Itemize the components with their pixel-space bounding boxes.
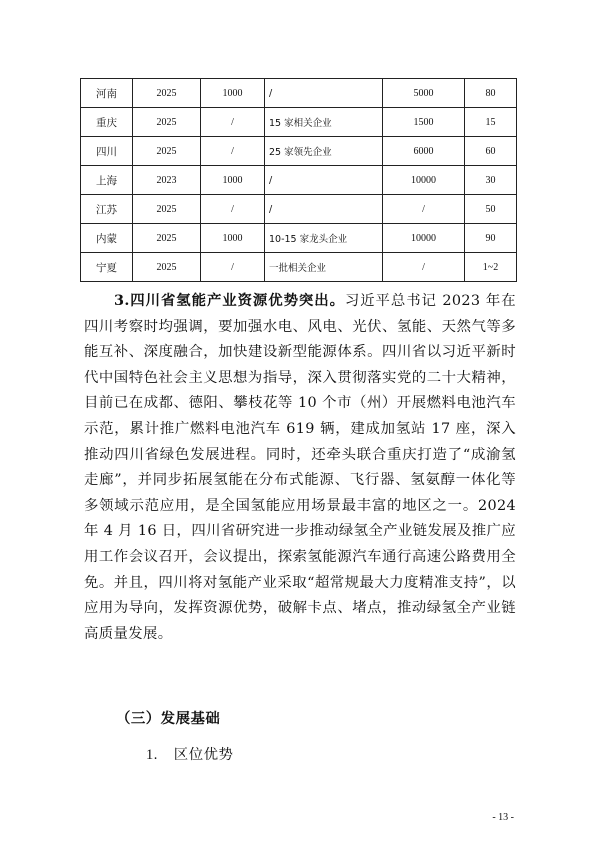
region-cell: 江苏 xyxy=(81,195,133,224)
table-row xyxy=(81,166,517,195)
table-body xyxy=(81,79,517,282)
paragraph-lead: 3.四川省氢能产业资源优势突出。 xyxy=(114,292,345,309)
table-cell: 2025 xyxy=(133,224,201,253)
table-cell: / xyxy=(383,195,465,224)
table-row xyxy=(81,224,517,253)
table-cell: 1500 xyxy=(383,108,465,137)
region-cell: 河南 xyxy=(81,79,133,108)
table-cell: / xyxy=(383,253,465,282)
table-cell: 50 xyxy=(465,195,517,224)
table-cell: 2025 xyxy=(133,79,201,108)
table-cell: / xyxy=(265,166,383,195)
table-cell: 2025 xyxy=(133,195,201,224)
table-row xyxy=(81,137,517,166)
body-paragraph xyxy=(84,288,516,647)
table-cell: 2025 xyxy=(133,108,201,137)
table-cell: 6000 xyxy=(383,137,465,166)
table-cell: 10000 xyxy=(383,224,465,253)
table-cell: 一批相关企业 xyxy=(265,253,383,282)
sub-heading xyxy=(146,743,233,764)
table-cell: 1000 xyxy=(201,224,265,253)
table-cell: 2023 xyxy=(133,166,201,195)
table-cell: 80 xyxy=(465,79,517,108)
region-cell: 重庆 xyxy=(81,108,133,137)
table-cell: 1000 xyxy=(201,166,265,195)
table-cell: 90 xyxy=(465,224,517,253)
hydrogen-targets-table xyxy=(80,78,517,282)
table-cell: 15 家相关企业 xyxy=(265,108,383,137)
region-cell: 四川 xyxy=(81,137,133,166)
region-cell: 内蒙 xyxy=(81,224,133,253)
table-cell: 2025 xyxy=(133,253,201,282)
table-row xyxy=(81,108,517,137)
section-heading: （三）发展基础 xyxy=(116,710,221,727)
table-cell: 2025 xyxy=(133,137,201,166)
sub-heading-text: 区位优势 xyxy=(173,747,234,763)
table-cell: 10-15 家龙头企业 xyxy=(265,224,383,253)
table-cell: / xyxy=(265,195,383,224)
table-cell: 60 xyxy=(465,137,517,166)
table-row xyxy=(81,253,517,282)
paragraph-text: 习近平总书记 2023 年在四川考察时均强调，要加强水电、风电、光伏、氢能、天然气等多能互补、深度融合，加快建设新型能源体系。四川省以习近平新时代中国特色社会主义思想为指导，深入贯彻落实党的二十大精神，目前已在成都、德阳、攀枝花等 10 个市（州）开展燃料电池汽车示范，累计推广燃料电池汽车 619 辆，建成加氢站 17 座，深入推动四川省绿色发展进程。同时，还牵头联合重庆打造了“成渝氢走廊”，并同步拓展氢能在分布式能源、飞行器、氢氨醇一体化等多领域示范应用，是全国氢能应用场景最丰富的地区之一。2024 年 4 月 16 日，四川省研究进一步推动绿氢全产业链发展及推广应用工作会议召开，会议提出，探索氢能源汽车通行高速公路费用全免。并且，四川将对氢能产业采取“超常规最大力度精准支持”，以应用为导向，发挥资源优势，破解卡点、堵点，推动绿氢全产业链高质量发展。 xyxy=(84,293,516,642)
page-number: - 13 - xyxy=(492,812,514,823)
region-cell: 上海 xyxy=(81,166,133,195)
table-cell: / xyxy=(201,108,265,137)
table-cell: 1~2 xyxy=(465,253,517,282)
table-cell: 25 家领先企业 xyxy=(265,137,383,166)
table-row xyxy=(81,195,517,224)
table-cell: 15 xyxy=(465,108,517,137)
table-cell: / xyxy=(201,195,265,224)
table-cell: 10000 xyxy=(383,166,465,195)
table-cell: 30 xyxy=(465,166,517,195)
region-cell: 宁夏 xyxy=(81,253,133,282)
table-cell: / xyxy=(201,137,265,166)
table-cell: 1000 xyxy=(201,79,265,108)
table-cell: / xyxy=(201,253,265,282)
table-cell: / xyxy=(265,79,383,108)
sub-heading-number: 1. xyxy=(146,747,158,763)
table-row xyxy=(81,79,517,108)
table-cell: 5000 xyxy=(383,79,465,108)
